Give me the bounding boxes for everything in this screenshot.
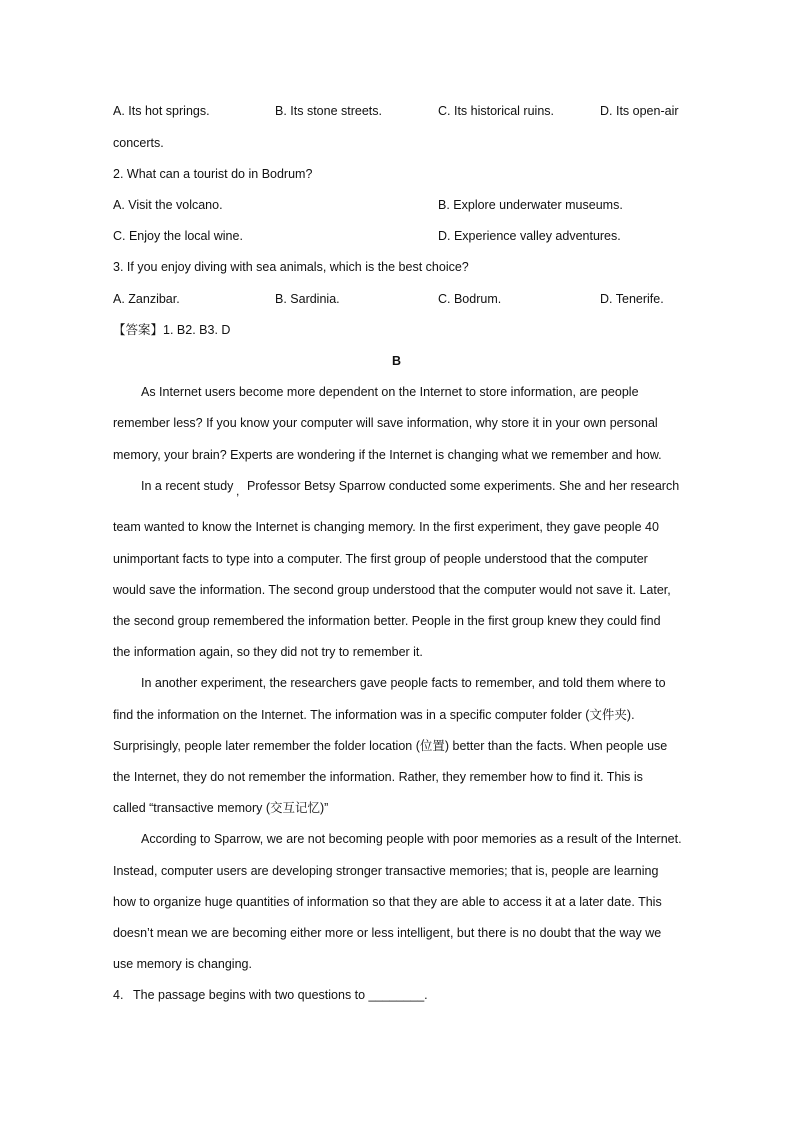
- passage-p3-line-5: called “transactive memory (交互记忆)”: [113, 801, 329, 815]
- passage-p4-line-4: doesn’t mean we are becoming either more or less intelligent, but there is no doubt that the way we: [113, 926, 662, 940]
- passage-p3-line-1: In another experiment, the researchers gave people facts to remember, and told them where to: [141, 676, 666, 690]
- q1-option-b: B. Its stone streets.: [275, 104, 382, 118]
- passage-p4-line-3: how to organize huge quantities of information so that they are able to access it at a later date. This: [113, 895, 662, 909]
- q2-stem: 2. What can a tourist do in Bodrum?: [113, 167, 313, 181]
- passage-p3-line-2: find the information on the Internet. The information was in a specific computer folder (文件夹).: [113, 708, 635, 722]
- q4-stem: The passage begins with two questions to ________.: [133, 988, 428, 1002]
- q2-option-c: C. Enjoy the local wine.: [113, 229, 243, 243]
- q2-option-d: D. Experience valley adventures.: [438, 229, 621, 243]
- passage-p2-line-6: the information again, so they did not try to remember it.: [113, 645, 423, 659]
- passage-p4-line-5: use memory is changing.: [113, 957, 252, 971]
- passage-p2-line-1b: Professor Betsy Sparrow conducted some experiments. She and her research: [247, 479, 680, 493]
- passage-p2-line-3: unimportant facts to type into a computer. The first group of people understood that the computer: [113, 552, 648, 566]
- passage-p2-line-5: the second group remembered the information better. People in the first group knew they could find: [113, 614, 661, 628]
- q2-option-b: B. Explore underwater museums.: [438, 198, 623, 212]
- passage-p3-line-4: the Internet, they do not remember the information. Rather, they remember how to find it. This is: [113, 770, 643, 784]
- passage-p2-line-2: team wanted to know the Internet is changing memory. In the first experiment, they gave people 40: [113, 520, 659, 534]
- passage-p3-line-3: Surprisingly, people later remember the folder location (位置) better than the facts. When people use: [113, 739, 668, 753]
- q3-option-c: C. Bodrum.: [438, 292, 502, 306]
- q2-option-a: A. Visit the volcano.: [113, 198, 223, 212]
- answer-label: 【答案】: [113, 323, 164, 337]
- passage-p1-line-2: remember less? If you know your computer will save information, why store it in your own personal: [113, 416, 658, 430]
- answer-line: [113, 322, 230, 338]
- q3-option-a: A. Zanzibar.: [113, 292, 180, 306]
- q1-option-d-continued: concerts.: [113, 136, 164, 150]
- q4-number: 4.: [113, 988, 124, 1002]
- q3-option-d: D. Tenerife.: [600, 292, 664, 306]
- passage-p4-line-2: Instead, computer users are developing stronger transactive memories; that is, people are learning: [113, 864, 659, 878]
- passage-p1-line-3: memory, your brain? Experts are wondering if the Internet is changing what we remember and how.: [113, 448, 662, 462]
- passage-p2-line-1a: In a recent study: [141, 479, 234, 493]
- q1-option-c: C. Its historical ruins.: [438, 104, 555, 118]
- passage-p2-line-4: would save the information. The second group understood that the computer would not save it. Later,: [113, 583, 671, 597]
- q3-option-b: B. Sardinia.: [275, 292, 340, 306]
- passage-p4-line-1: According to Sparrow, we are not becoming people with poor memories as a result of the Internet.: [141, 832, 682, 846]
- q1-option-a: A. Its hot springs.: [113, 104, 210, 118]
- q1-option-d: D. Its open-air: [600, 104, 679, 118]
- answer-text: 1. B2. B3. D: [163, 323, 231, 337]
- passage-p2-comma: ,: [236, 484, 240, 498]
- passage-p1-line-1: As Internet users become more dependent on the Internet to store information, are people: [141, 385, 639, 399]
- section-title: B: [391, 354, 402, 368]
- q3-stem: 3. If you enjoy diving with sea animals, which is the best choice?: [113, 260, 469, 274]
